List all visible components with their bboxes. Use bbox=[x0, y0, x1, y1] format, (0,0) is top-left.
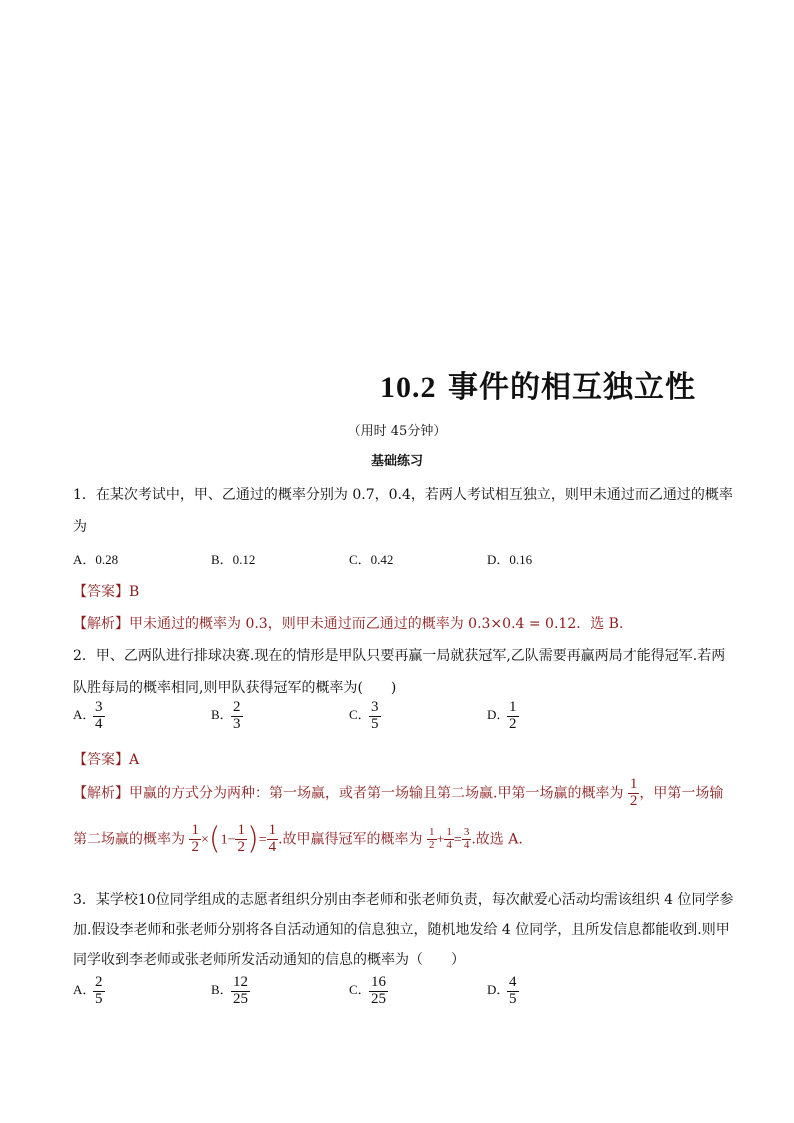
page-title bbox=[380, 362, 696, 406]
q2-answer: 【答案】A bbox=[73, 752, 140, 768]
q2-option-c: C． $\frac{3}{5}$ bbox=[349, 699, 379, 732]
title-text: 事件的相互独立性 bbox=[447, 370, 696, 405]
q3-stem-line2: 加.假设李老师和张老师分别将各自活动通知的信息独立，随机地发给 4 位同学，且所发信息都能收到.则甲 bbox=[73, 922, 730, 938]
q2-option-d: D． $\frac{1}{2}$ bbox=[487, 699, 517, 732]
q1-stem-line1: 1．在某次考试中，甲、乙通过的概率分别为 0.7，0.4，若两人考试相互独立，则甲未通过而乙通过的概率 bbox=[73, 487, 733, 503]
q2-stem-line2: 队胜每局的概率相同,则甲队获得冠军的概率为( ) bbox=[73, 680, 397, 696]
q1-option-a: A．0.28 bbox=[73, 552, 119, 567]
q1-stem-line2: 为 bbox=[73, 519, 87, 535]
q2-option-a: A． $\frac{3}{4}$ bbox=[73, 699, 103, 732]
q1-option-c: C．0.42 bbox=[349, 552, 394, 567]
q1-answer: 【答案】B bbox=[73, 584, 140, 600]
q1-option-d: D．0.16 bbox=[487, 552, 533, 567]
title-number: 10.2 bbox=[380, 371, 437, 404]
section-heading: 基础练习 bbox=[370, 454, 423, 469]
q3-option-d: D． $\frac{4}{5}$ bbox=[487, 974, 517, 1007]
q3-option-a: A． $\frac{2}{5}$ bbox=[73, 974, 103, 1007]
q1-option-b: B．0.12 bbox=[211, 552, 256, 567]
q2-stem-line1: 2．甲、乙两队进行排球决赛.现在的情形是甲队只要再赢一局就获冠军,乙队需要再赢两局才能得冠军.若两 bbox=[73, 648, 726, 664]
q1-analysis: 【解析】甲未通过的概率为 0.3，则甲未通过而乙通过的概率为 0.3×0.4 = 0.12．选 B. bbox=[73, 616, 624, 632]
q2-analysis-line2: 第二场赢的概率为 $\frac{1}{2}$ ×(1− $\frac{1}{2}$ )= $\frac{1}{4}$ .故甲赢得冠军的概率为 $\frac{1}{2}$ + $\frac{1}{4}$ = $\frac{3}{4}$ .故选 A. bbox=[73, 821, 523, 857]
fraction-one-half: $\frac{1}{2}$ bbox=[629, 776, 638, 809]
q3-stem-line3: 同学收到李老师或张老师所发活动通知的信息的概率为（ ） bbox=[73, 952, 465, 968]
q2-option-b: B． $\frac{2}{3}$ bbox=[211, 699, 241, 732]
time-limit: （用时 45分钟） bbox=[347, 424, 447, 439]
q2-analysis-line1: 【解析】甲赢的方式分为两种：第一场赢，或者第一场输且第二场赢.甲第一场赢的概率为 $\frac{1}{2}$ ，甲第一场输 bbox=[73, 776, 724, 809]
q3-option-b: B． $\frac{12}{25}$ bbox=[211, 974, 248, 1007]
q3-option-c: C． $\frac{16}{25}$ bbox=[349, 974, 386, 1007]
q3-stem-line1: 3．某学校10位同学组成的志愿者组织分别由李老师和张老师负责，每次献爱心活动均需该组织 4 位同学参 bbox=[73, 892, 734, 908]
